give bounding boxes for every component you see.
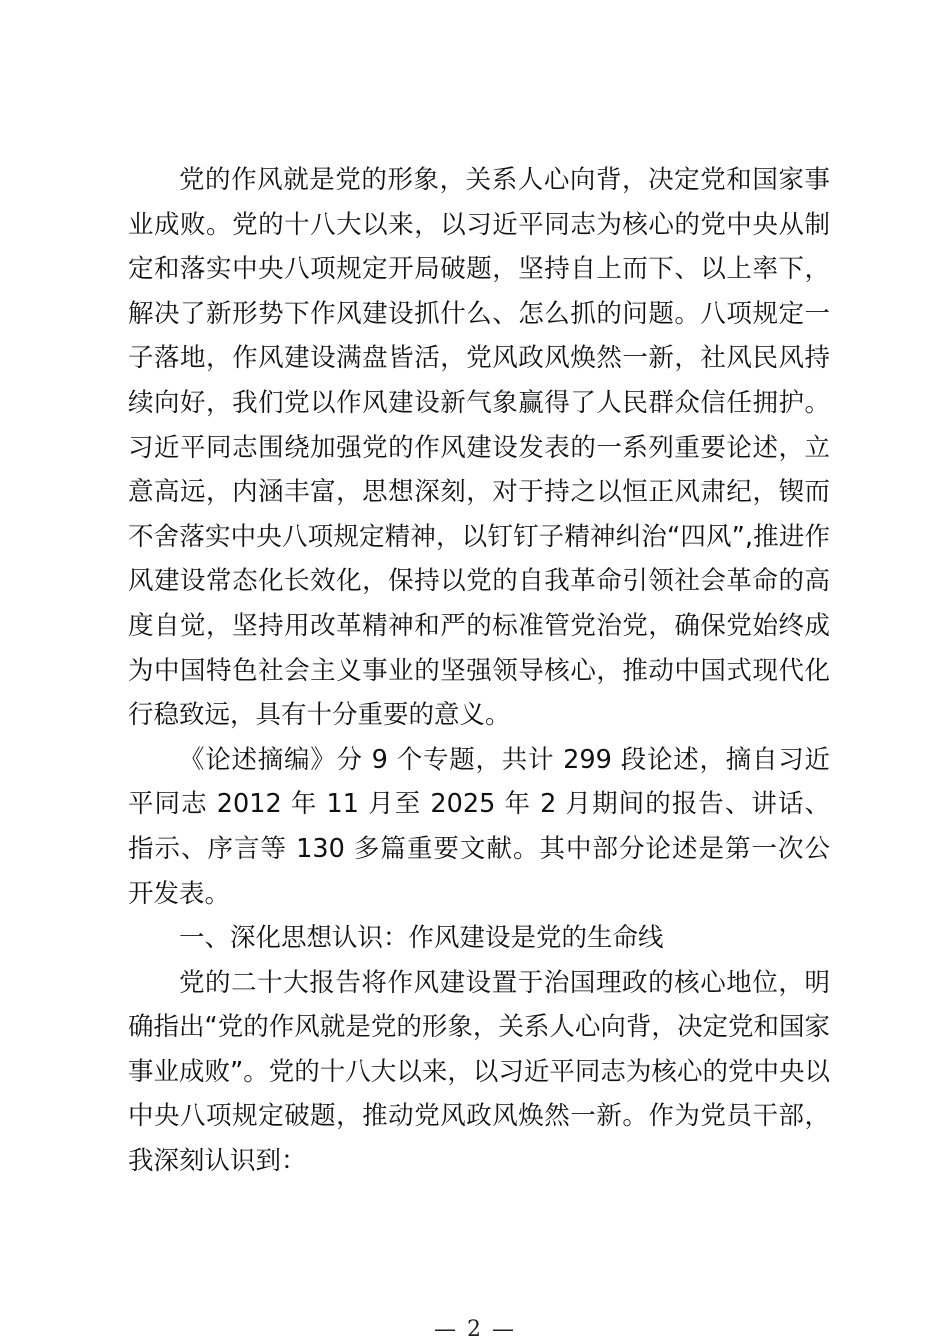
paragraph-section-one: 党的二十大报告将作风建设置于治国理政的核心地位，明确指出“党的作风就是党的形象，关系人心向背，决定党和国家事业成败”。党的十八大以来，以习近平同志为核心的党中央以中央八项规定破题，推动党风政风焕然一新。作为党员干部，我深刻认识到： [128,967,830,1177]
document-body [128,158,830,1184]
paragraph-compilation: 《论述摘编》分 9 个专题，共计 299 段论述，摘自习近平同志 2012 年 11 月至 2025 年 2 月期间的报告、讲话、指示、序言等 130 多篇重要文献。其中部分论述是第一次公开发表。 [128,744,830,909]
section-heading: 一、深化思想认识：作风建设是党的生命线 [179,923,664,954]
page-number: — 2 — [434,1317,516,1342]
paragraph-intro: 党的作风就是党的形象，关系人心向背，决定党和国家事业成败。党的十八大以来，以习近平同志为核心的党中央从制定和落实中央八项规定开局破题，坚持自上而下、以上率下，解决了新形势下作风建设抓什么、怎么抓的问题。八项规定一子落地，作风建设满盘皆活，党风政风焕然一新，社风民风持续向好，我们党以作风建设新气象赢得了人民群众信任拥护。习近平同志围绕加强党的作风建设发表的一系列重要论述，立意高远，内涵丰富，思想深刻，对于持之以恒正风肃纪，锲而不舍落实中央八项规定精神，以钉钉子精神纠治“四风”,推进作风建设常态化长效化，保持以党的自我革命引领社会革命的高度自觉，坚持用改革精神和严的标准管党治党，确保党始终成为中国特色社会主义事业的坚强领导核心，推动中国式现代化行稳致远，具有十分重要的意义。 [128,165,830,731]
